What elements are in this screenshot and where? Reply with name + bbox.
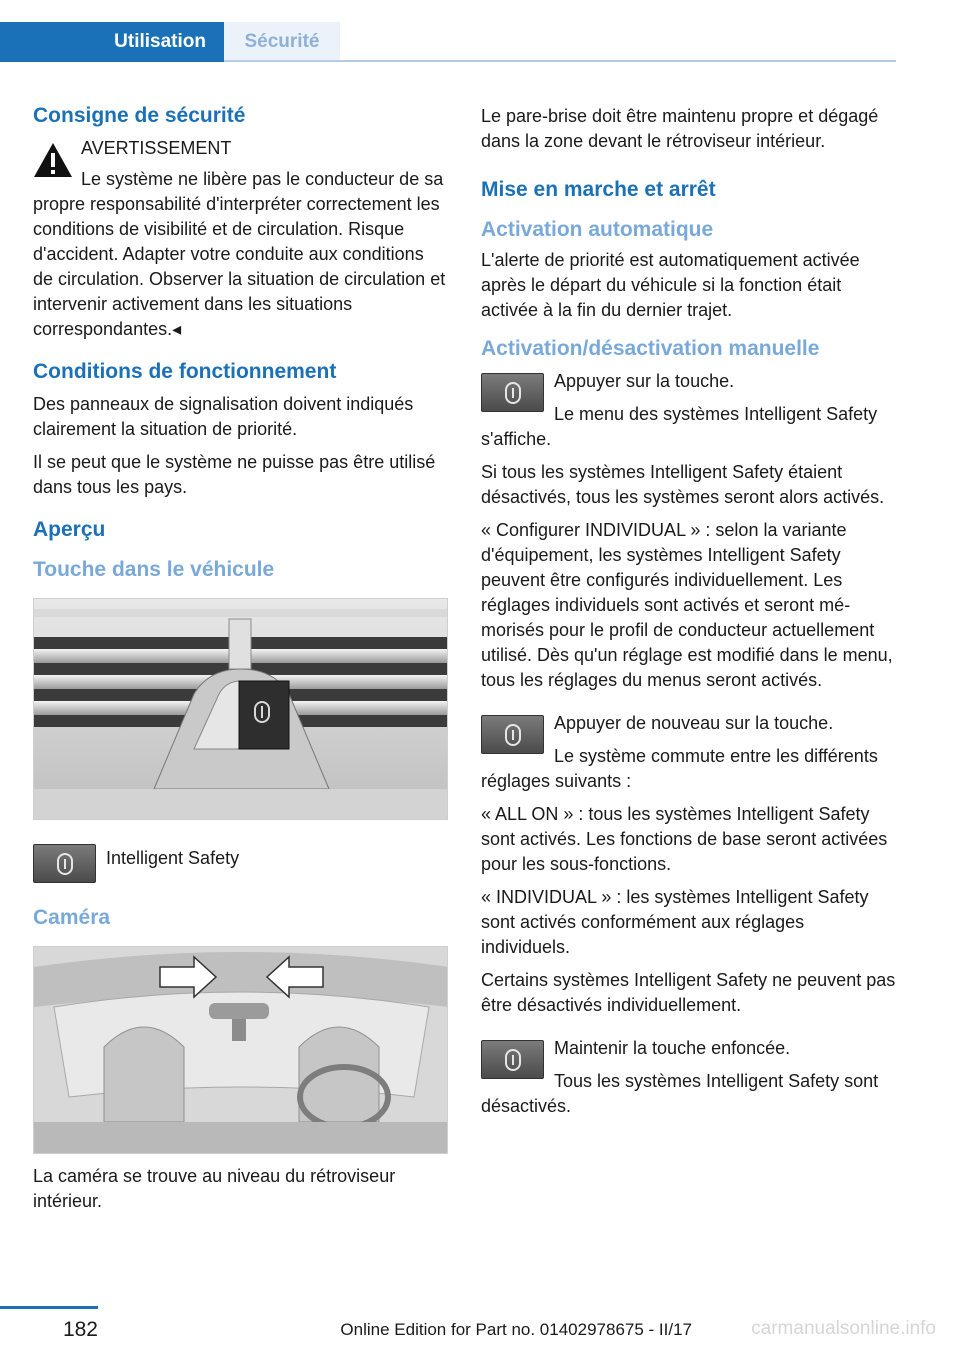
key-row-press	[481, 369, 896, 452]
header-rule	[224, 60, 896, 62]
hold-key-line: Maintenir la touche enfoncée.	[554, 1038, 791, 1058]
intelligent-safety-icon	[503, 381, 523, 405]
conditions-heading: Conditions de fonctionnement	[33, 360, 337, 383]
intelligent-safety-icon	[503, 723, 523, 747]
key-row-press-again	[481, 711, 896, 794]
camera-heading: Caméra	[33, 906, 111, 929]
safety-heading: Consigne de sécurité	[33, 104, 246, 127]
intelligent-safety-button-press[interactable]	[481, 373, 544, 412]
all-on-paragraph: « ALL ON » : tous les systèmes Intelligent Safety sont activés. Les fonctions de base seront activées pour les sous-fonctions.	[481, 804, 888, 874]
watermark: carmanualsonline.info	[751, 1318, 936, 1339]
intelligent-safety-button-press-again[interactable]	[481, 715, 544, 754]
press-key-line: Appuyer sur la touche.	[554, 371, 735, 391]
camera-text: La caméra se trouve au niveau du rétroviseur intérieur.	[33, 1166, 396, 1211]
all-off-paragraph: Si tous les systèmes Intelligent Safety étaient désactivés, tous les systèmes seront alors activés.	[481, 462, 885, 507]
menu-shown-text: Le menu des systèmes Intelligent Safety s'affiche.	[481, 404, 878, 449]
intelligent-safety-button[interactable]	[33, 844, 96, 883]
intelligent-safety-icon	[55, 852, 75, 876]
intelligent-safety-icon	[503, 1048, 523, 1072]
auto-activation-text: L'alerte de priorité est automatiquement activée après le départ du véhicule si la fonction était activée à la fin du dernier trajet.	[481, 250, 860, 320]
intelligent-safety-label: Intelligent Safety	[106, 848, 240, 868]
tab-securite[interactable]: Sécurité	[224, 22, 340, 62]
individual-paragraph: « INDIVIDUAL » : les systèmes Intelligent Safety sont activés conformément aux réglages individuels.	[481, 887, 869, 957]
conditions-paragraph-2: Il se peut que le système ne puisse pas être utilisé dans tous les pays.	[33, 452, 436, 497]
all-deactivated-text: Tous les systèmes Intelligent Safety sont désactivés.	[481, 1071, 879, 1116]
press-again-line: Appuyer de nouveau sur la touche.	[554, 713, 834, 733]
key-row-hold	[481, 1036, 896, 1119]
intelligent-safety-key-row	[33, 840, 448, 886]
overview-heading: Aperçu	[33, 518, 106, 541]
certain-systems-paragraph: Certains systèmes Intelligent Safety ne peuvent pas être désactivés individuellement.	[481, 970, 896, 1015]
edition-text: Online Edition for Part no. 01402978675 - II/17	[340, 1320, 692, 1339]
header-bar	[0, 0, 960, 62]
left-column	[33, 100, 448, 1222]
warning-triangle-icon	[33, 142, 73, 178]
warning-text: Le système ne libère pas le conducteur de sa propre responsabilité d'interpréter correctement les conditions de visibilité et de circulation. Risque d'accident. Adapter votre conduite aux conditions de circulation. Observer la situation de circulation et intervenir activement dans les situations correspondantes.◂	[33, 169, 446, 339]
intelligent-safety-button-hold[interactable]	[481, 1040, 544, 1079]
windshield-paragraph: Le pare-brise doit être maintenu propre et dégagé dans la zone devant le rétroviseur intérieur.	[481, 106, 879, 151]
vehicle-console-illustration	[34, 599, 448, 820]
tab-utilisation[interactable]: Utilisation	[0, 22, 224, 62]
footer-rule	[0, 1306, 98, 1309]
interior-camera-illustration	[34, 947, 448, 1154]
right-column	[481, 100, 896, 1127]
warning-block	[33, 136, 448, 342]
page-number: 182	[62, 1318, 98, 1341]
onoff-heading: Mise en marche et arrêt	[481, 178, 716, 201]
conditions-paragraph-1: Des panneaux de signalisation doivent indiqués clairement la situation de priorité.	[33, 394, 414, 439]
auto-activation-heading: Activation automatique	[481, 218, 714, 241]
warning-label: AVERTISSEMENT	[81, 138, 232, 158]
configure-paragraph: « Configurer INDIVIDUAL » : selon la variante d'équipement, les systèmes Intelligent Safety peuvent être configurés individuellement. Les réglages individuels sont activés et seront mémorisés pour le profil de conducteur actuellement utilisé. Dès qu'un réglage est modifié dans le menu, tous les réglages du menus seront activés.	[481, 520, 893, 690]
manual-activation-heading: Activation/désactivation manuelle	[481, 337, 820, 360]
switch-settings-text: Le système commute entre les différents réglages suivants :	[481, 746, 878, 791]
camera-image	[33, 946, 448, 1154]
button-heading: Touche dans le véhicule	[33, 558, 275, 581]
vehicle-button-image	[33, 598, 448, 820]
